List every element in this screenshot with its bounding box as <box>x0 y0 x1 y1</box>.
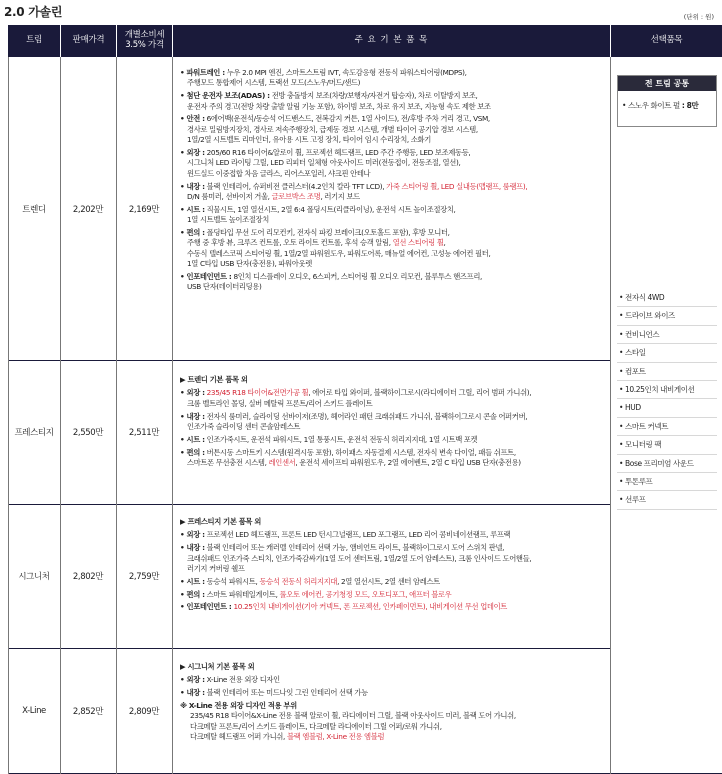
option-item: • 전자식 4WD <box>617 289 717 307</box>
feature-text-highlight: 블랙 엠블럼, X-Line 전용 엠블럼 <box>286 732 385 742</box>
feature-text: 8인치 디스플레이 오디오, 6스피커, 스티어링 휠 오디오 리모컨, 블루투스 핸즈프리, <box>231 272 482 282</box>
option-item: • 드라이브 와이즈 <box>617 307 717 325</box>
header-price-tax <box>117 25 172 57</box>
features-prestige <box>180 375 608 471</box>
feature-text: D/N 룸미러, 선바이저 거울, <box>187 192 272 202</box>
option-item: • HUD <box>617 399 717 417</box>
feature-text: 블랙 인테리어, 슈퍼비전 클러스터(4.2인치 칼라 TFT LCD), <box>204 181 387 191</box>
col-divider <box>172 57 173 774</box>
col-divider <box>610 57 611 774</box>
trim-prestige: 프레스티지 <box>14 428 54 438</box>
feature-text-highlight: 가죽 스티어링 휠, LED 실내등(맵램프, 룸램프), <box>386 181 528 191</box>
header-price-tax-line1: 개별소비세 <box>124 30 165 41</box>
price-tax-prestige: 2,511만 <box>128 428 160 438</box>
option-list <box>617 289 717 510</box>
note-heading: ※ X-Line 전용 외장 디자인 적용 부위 <box>180 701 297 710</box>
feature-text: , 운전석 세이프티 파워윈도우, 2열 에어벤트, 2열 C 타입 USB 단자(충전용) <box>295 458 521 468</box>
option-item: • 스타일 <box>617 344 717 362</box>
feature-text: , <box>443 238 446 248</box>
feature-text: 버튼시동 스마트키 시스템(원격시동 포함), 하이패스 자동결제 시스템, 전자식 변속 다이얼, 패들 쉬프트, <box>204 447 516 457</box>
feature-label: • 시트 : <box>180 576 205 586</box>
feature-text: 블랙 인테리어 또는 미드나잇 그린 인테리어 선택 가능 <box>204 688 368 698</box>
feature-label: • 첨단 운전자 보조(ADAS) : <box>180 91 270 101</box>
feature-label: • 내장 : <box>180 688 205 698</box>
feature-text-highlight: 10.25인치 내비게이션(기아 커넥트, 폰 프로젝션, 인카페이먼트), 내비게이션 무선 업데이트 <box>231 602 507 612</box>
price-tax-trendy: 2,169만 <box>128 204 160 215</box>
page-title: 2.0 가솔린 <box>4 5 63 19</box>
feature-text: 전방 충돌방지 보조(차량/보행자/자전거 탑승자), 차로 이탈방지 보조, <box>269 91 478 101</box>
price-xline: 2,852만 <box>72 706 104 717</box>
price-tax-xline: 2,809만 <box>128 706 160 717</box>
common-options-header: 전 트림 공통 <box>618 76 716 91</box>
feature-text: 인조가죽시트, 운전석 파워시트, 1열 통풍시트, 운전석 전동식 허리지지대, 1열 시트백 포켓 <box>204 434 478 444</box>
trim-xline: X-Line <box>22 705 46 716</box>
feature-text: 스마트폰 무선충전 시스템, <box>187 458 269 468</box>
option-item: • 스마트 커넥트 <box>617 418 717 436</box>
feature-text: , 러기지 보드 <box>320 192 360 202</box>
option-item: • 투톤루프 <box>617 473 717 491</box>
header-price-tax-line2: 3.5% 가격 <box>125 40 164 50</box>
option-item: • 모니터링 팩 <box>617 436 717 454</box>
feature-text: 1열/2열 시트벨트 리마인더, 유아용 시트 고정 장치, 타이어 임시 수리장치, 소화기 <box>187 135 431 145</box>
common-option-item <box>618 91 716 111</box>
feature-label: • 내장 : <box>180 543 205 553</box>
common-option-label: • 스노우 화이트 펄 <box>622 101 680 110</box>
option-item: • Bose 프리미엄 사운드 <box>617 455 717 473</box>
feature-text: 경사로 밀림방지장치, 경사로 저속주행장치, 급제동 경보 시스템, 개별 타이어 공기압 경보 시스템, <box>187 124 478 134</box>
feature-text: 6에어백(운전석/동승석 어드밴스드, 전복감지 커튼, 1열 사이드), 전/후방 주차 거리 경고, VSM, <box>204 114 490 124</box>
price-prestige: 2,550만 <box>72 428 104 438</box>
section-heading: ▶ 시그니처 기본 품목 외 <box>180 662 255 671</box>
feature-text: 주행모드 통합제어 시스템, 트랙션 모드(스노우/머드/샌드) <box>187 78 361 88</box>
feature-text-highlight: 열선 스티어링 휠 <box>392 238 444 248</box>
feature-label: • 파워트레인 : <box>180 68 225 77</box>
feature-text: 운전자 주의 경고(전방 차량 출발 알림 기능 포함), 하이빔 보조, 차로 유지 보조, 지능형 속도 제한 보조 <box>187 101 491 111</box>
header-price: 판매가격 <box>61 25 116 57</box>
option-item: • 선루프 <box>617 491 717 509</box>
feature-text-highlight: 동승석 전동식 허리지지대 <box>259 576 338 586</box>
feature-text: 누우 2.0 MPI 엔진, 스마트스트림 IVT, 속도감응형 전동식 파워스티어링(MDPS), <box>224 68 467 77</box>
feature-label: • 외장 : <box>180 530 205 540</box>
feature-text: 폴딩타입 무선 도어 리모컨키, 전자식 파킹 브레이크(오토홀드 포함), 후방 모니터, <box>204 228 450 238</box>
feature-text: 1열 C타입 USB 단자(충전용), 파워아웃렛 <box>187 259 312 269</box>
trim-signature: 시그니처 <box>18 572 50 582</box>
price-signature: 2,802만 <box>72 572 104 582</box>
feature-text: 다크메탈 프론트/리어 스키드 플레이트, 다크메탈 라디에이터 그릴 어퍼/로워 가니쉬, <box>190 721 442 731</box>
feature-text: 전자식 룸미러, 슬라이딩 선바이저(조명), 헤어라인 패턴 크래쉬패드 가니쉬, 블랙하이그로시 콘솔 어퍼커버, <box>204 411 528 421</box>
feature-text-highlight: 글로브박스 조명 <box>271 192 321 202</box>
feature-text: 수동식 텔레스코픽 스티어링 휠, 1열/2열 파워윈도우, 파워도어록, 매뉴얼 에어컨, 고성능 에어컨 필터, <box>187 248 491 258</box>
features-xline <box>180 662 608 743</box>
feature-text: X-Line 전용 외장 디자인 <box>204 675 280 685</box>
feature-label: • 내장 : <box>180 181 205 191</box>
features-trendy <box>180 68 608 295</box>
header-options: 선택품목 <box>611 25 722 57</box>
unit-note: (단위 : 원) <box>683 13 714 21</box>
feature-text: 직물시트, 1열 열선시트, 2열 6:4 폴딩시트(리클라이닝), 운전석 시트 높이조절장치, <box>204 204 456 214</box>
feature-label: • 편의 : <box>180 447 205 457</box>
header-trim: 트림 <box>8 25 60 57</box>
feature-text: 크래쉬패드 인조가죽 스티치, 인조가죽감싸기(1열 도어 센터트림, 1열/2열 도어 암레스트), 크롬 인사이드 도어핸들, <box>187 553 532 563</box>
feature-text-highlight: 레인센서 <box>268 458 296 468</box>
feature-label: • 편의 : <box>180 228 205 238</box>
feature-text: USB 단자(데이터리딩용) <box>187 282 262 292</box>
feature-label: • 시트 : <box>180 204 205 214</box>
feature-text: 블랙 인테리어 또는 캐러멜 인테리어 선택 가능, 앰비언트 라이트, 블랙하이그로시 도어 스위치 판넬, <box>204 543 505 553</box>
feature-text: 러기지 커버링 쉘프 <box>187 564 245 574</box>
feature-label: • 외장 : <box>180 388 205 398</box>
section-heading: ▶ 프레스티지 기본 품목 외 <box>180 517 262 526</box>
feature-text-highlight: 235/45 R18 타이어&전면가공 휠 <box>204 388 309 398</box>
feature-label: • 인포테인먼트 : <box>180 272 232 282</box>
feature-text-highlight: 풀오토 에어컨, 공기청정 모드, 오토디포그, 애프터 블로우 <box>279 589 452 599</box>
feature-label: • 내장 : <box>180 411 205 421</box>
feature-label: • 시트 : <box>180 434 205 444</box>
feature-label: • 인포테인먼트 : <box>180 602 232 612</box>
row-divider <box>172 360 610 361</box>
price-trendy: 2,202만 <box>72 204 104 215</box>
feature-text: 235/45 R18 타이어&X-Line 전용 블랙 알로이 휠, 라디에이터 그릴, 블랙 아웃사이드 미러, 블랙 도어 가니쉬, <box>190 711 516 721</box>
feature-label: • 외장 : <box>180 148 205 158</box>
feature-text: 크롬 벨트라인 몰딩, 실버 메탈릭 프론트/리어 스키드 플레이트 <box>187 398 373 408</box>
feature-text: , 에어로 타입 와이퍼, 블랙하이그로시(라디에이터 그릴, 리어 범퍼 가니쉬), <box>308 388 532 398</box>
feature-text: 205/60 R16 타이어&알로이 휠, 프로젝션 헤드램프, LED 주간 주행등, LED 보조제동등, <box>204 148 471 158</box>
feature-text: 1열 시트벨트 높이조절장치 <box>187 215 269 225</box>
features-signature <box>180 517 608 615</box>
feature-text: , 2열 열선시트, 2열 센터 암레스트 <box>337 576 440 586</box>
feature-text: 프로젝션 LED 헤드램프, 프론트 LED 턴시그널램프, LED 포그램프, LED 리어 콤비네이션램프, 루프랙 <box>204 530 511 540</box>
common-option-price: : 8만 <box>681 101 699 110</box>
feature-text: 시그니처 LED 라이팅 그릴, LED 리피터 일체형 아웃사이드 미러(전동접이, 전동조절, 열선), <box>187 158 461 168</box>
header-features: 주 요 기 본 품 목 <box>173 25 610 57</box>
feature-label: • 외장 : <box>180 675 205 685</box>
feature-text: 인조가죽 슬라이딩 센터 콘솔암레스트 <box>187 422 301 432</box>
section-heading: ▶ 트렌디 기본 품목 외 <box>180 375 248 384</box>
common-options-box <box>617 75 717 127</box>
feature-text: 주행 중 후방 뷰, 크루즈 컨트롤, 오토 라이트 컨트롤, 후석 승객 알림, <box>187 238 393 248</box>
option-item: • 컴포트 <box>617 363 717 381</box>
price-tax-signature: 2,759만 <box>128 572 160 582</box>
feature-text: 동승석 파워시트, <box>204 576 260 586</box>
feature-label: • 편의 : <box>180 589 205 599</box>
option-item: • 컨비니언스 <box>617 326 717 344</box>
trim-trendy: 트렌디 <box>22 204 46 215</box>
feature-text: 윈드실드 이중접합 차음 글라스, 리어스포일러, 샤크핀 안테나 <box>187 168 371 178</box>
feature-text: 다크메탈 헤드램프 어퍼 가니쉬, <box>190 732 287 742</box>
feature-text: 스마트 파워테일게이트, <box>204 589 280 599</box>
option-item: • 10.25인치 내비게이션 <box>617 381 717 399</box>
feature-label: • 안전 : <box>180 114 205 124</box>
